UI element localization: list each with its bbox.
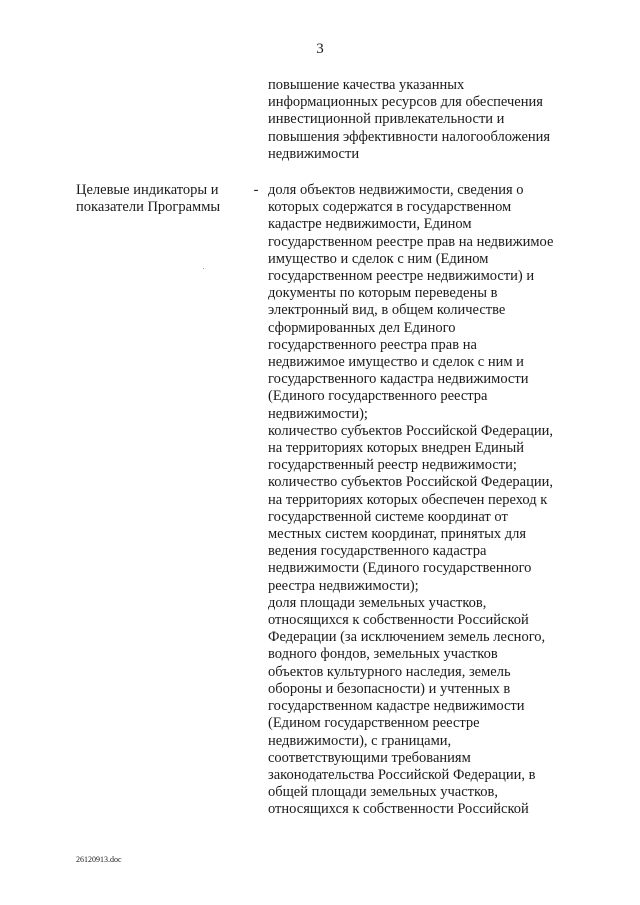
intro-paragraph [268,77,598,163]
section-body-line: ведения государственного кадастра [268,543,487,560]
section-body-line: водного фондов, земельных участков [268,646,498,663]
list-dash: - [253,182,259,198]
section-body-line: государственного реестра прав на [268,336,477,353]
section-body-line: количество субъектов Российской Федерации, [268,422,554,439]
section-body-line: на территориях которых внедрен Единый [268,440,524,457]
section-body-line: общей площади земельных участков, [268,784,499,801]
section-body-line: имущество и сделок с ним (Едином [268,250,489,267]
section-body-line: доля площади земельных участков, [268,594,487,611]
section-body-line: доля объектов недвижимости, сведения о [268,182,524,198]
section-body-line: обороны и безопасности) и учтенных в [268,680,511,697]
section-body-line: (Едином государственном реестре [268,715,480,732]
section-body-line: которых содержатся в государственном [268,199,512,216]
section-body-line: документы по которым переведены в [268,285,498,302]
section-body-line: относящихся к собственности Российской [268,801,529,818]
section-body-line: государственной системе координат от [268,508,508,525]
section-body-line: недвижимости); [268,405,368,422]
intro-line: недвижимости [268,145,360,162]
section-body-line: Федерации (за исключением земель лесного, [268,629,546,646]
section-body-line: сформированных дел Единого [268,319,456,336]
section-body-line: на территориях которых обеспечен переход к [268,491,548,508]
intro-line: инвестиционной привлекательности и [268,111,505,128]
section-body [268,182,598,819]
section-body-line: недвижимости), с границами, [268,732,452,749]
section-body-line: законодательства Российской Федерации, в [268,766,536,783]
section-body-line: соответствующими требованиям [268,749,471,766]
intro-line: повышения эффективности налогообложения [268,128,551,145]
section-label-line: показатели Программы [76,199,221,216]
section-body-line: (Единого государственного реестра [268,388,488,405]
page-number: 3 [316,41,324,57]
section-label [76,182,246,216]
footer-filename: 26120913.doc [76,855,122,864]
section-body-line: количество субъектов Российской Федерации, [268,474,554,491]
section-body-line: государственного кадастра недвижимости [268,371,529,388]
scan-speck [203,268,204,269]
section-body-line: объектов культурного наследия, земель [268,663,511,680]
section-body-line: недвижимости (Единого государственного [268,560,532,577]
section-body-line: государственный реестр недвижимости; [268,457,517,474]
section-body-line: кадастре недвижимости, Едином [268,216,472,233]
intro-line: информационных ресурсов для обеспечения [268,94,543,111]
section-body-line: относящихся к собственности Российской [268,612,529,629]
section-body-line: местных систем координат, принятых для [268,526,527,543]
section-body-line: государственном реестре недвижимости) и [268,268,535,285]
section-body-line: электронный вид, в общем количестве [268,302,506,319]
section-body-line: недвижимое имущество и сделок с ним и [268,354,524,371]
section-label-line: Целевые индикаторы и [76,182,219,198]
section-body-line: государственном кадастре недвижимости [268,698,525,715]
section-body-line: реестра недвижимости); [268,577,419,594]
intro-line: повышение качества указанных [268,77,465,93]
section-body-line: государственном реестре прав на недвижимое [268,233,554,250]
